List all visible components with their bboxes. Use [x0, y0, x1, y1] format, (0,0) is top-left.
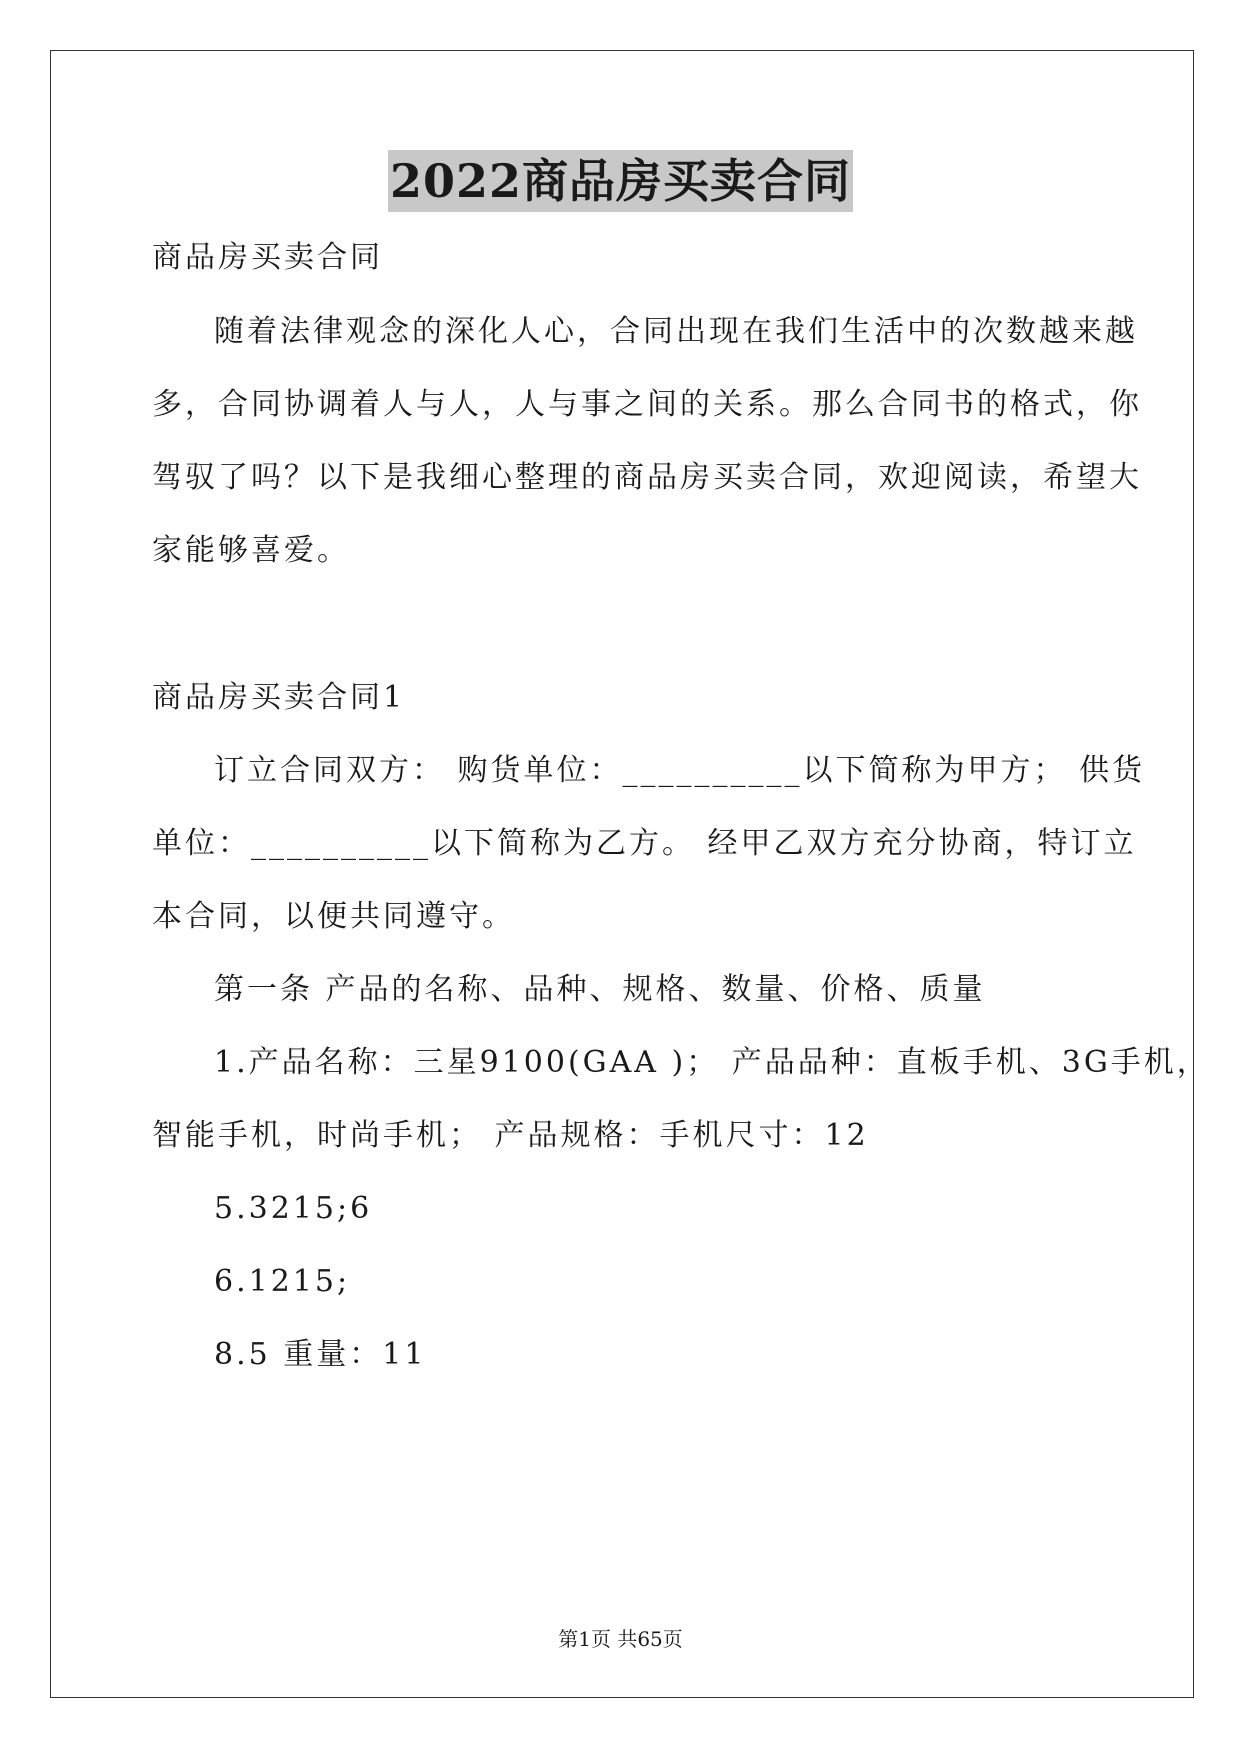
- section-heading: 商品房买卖合同: [152, 240, 383, 275]
- paragraph-line: 多，合同协调着人与人，人与事之间的关系。那么合同书的格式，你: [152, 387, 1142, 422]
- page-footer: 第1页 共65页: [558, 1627, 683, 1651]
- paragraph-line: 8.5 重量：11: [214, 1337, 427, 1372]
- paragraph-line: 智能手机，时尚手机； 产品规格：手机尺寸：12: [152, 1118, 869, 1153]
- page-border: [50, 50, 1194, 1698]
- paragraph-line: 本合同，以便共同遵守。: [152, 899, 515, 934]
- paragraph-line: 5.3215;6: [214, 1191, 373, 1226]
- title-container: [0, 150, 1241, 212]
- paragraph-line: 6.1215;: [214, 1264, 351, 1299]
- paragraph-line: 单位：__________以下简称为乙方。 经甲乙双方充分协商，特订立: [152, 826, 1137, 861]
- document-title: 2022商品房买卖合同: [388, 150, 853, 212]
- paragraph-line: 1.产品名称：三星9100(GAA )； 产品品种：直板手机、3G手机，: [214, 1045, 1210, 1080]
- paragraph-line: 随着法律观念的深化人心，合同出现在我们生活中的次数越来越: [214, 314, 1138, 349]
- paragraph-line: 驾驭了吗？以下是我细心整理的商品房买卖合同，欢迎阅读，希望大: [152, 460, 1142, 495]
- clause-heading: 第一条 产品的名称、品种、规格、数量、价格、质量: [214, 972, 986, 1007]
- paragraph-line: 订立合同双方： 购货单位：__________以下简称为甲方； 供货: [214, 753, 1146, 788]
- paragraph-line: 家能够喜爱。: [152, 533, 350, 568]
- section-heading: 商品房买卖合同1: [152, 680, 406, 715]
